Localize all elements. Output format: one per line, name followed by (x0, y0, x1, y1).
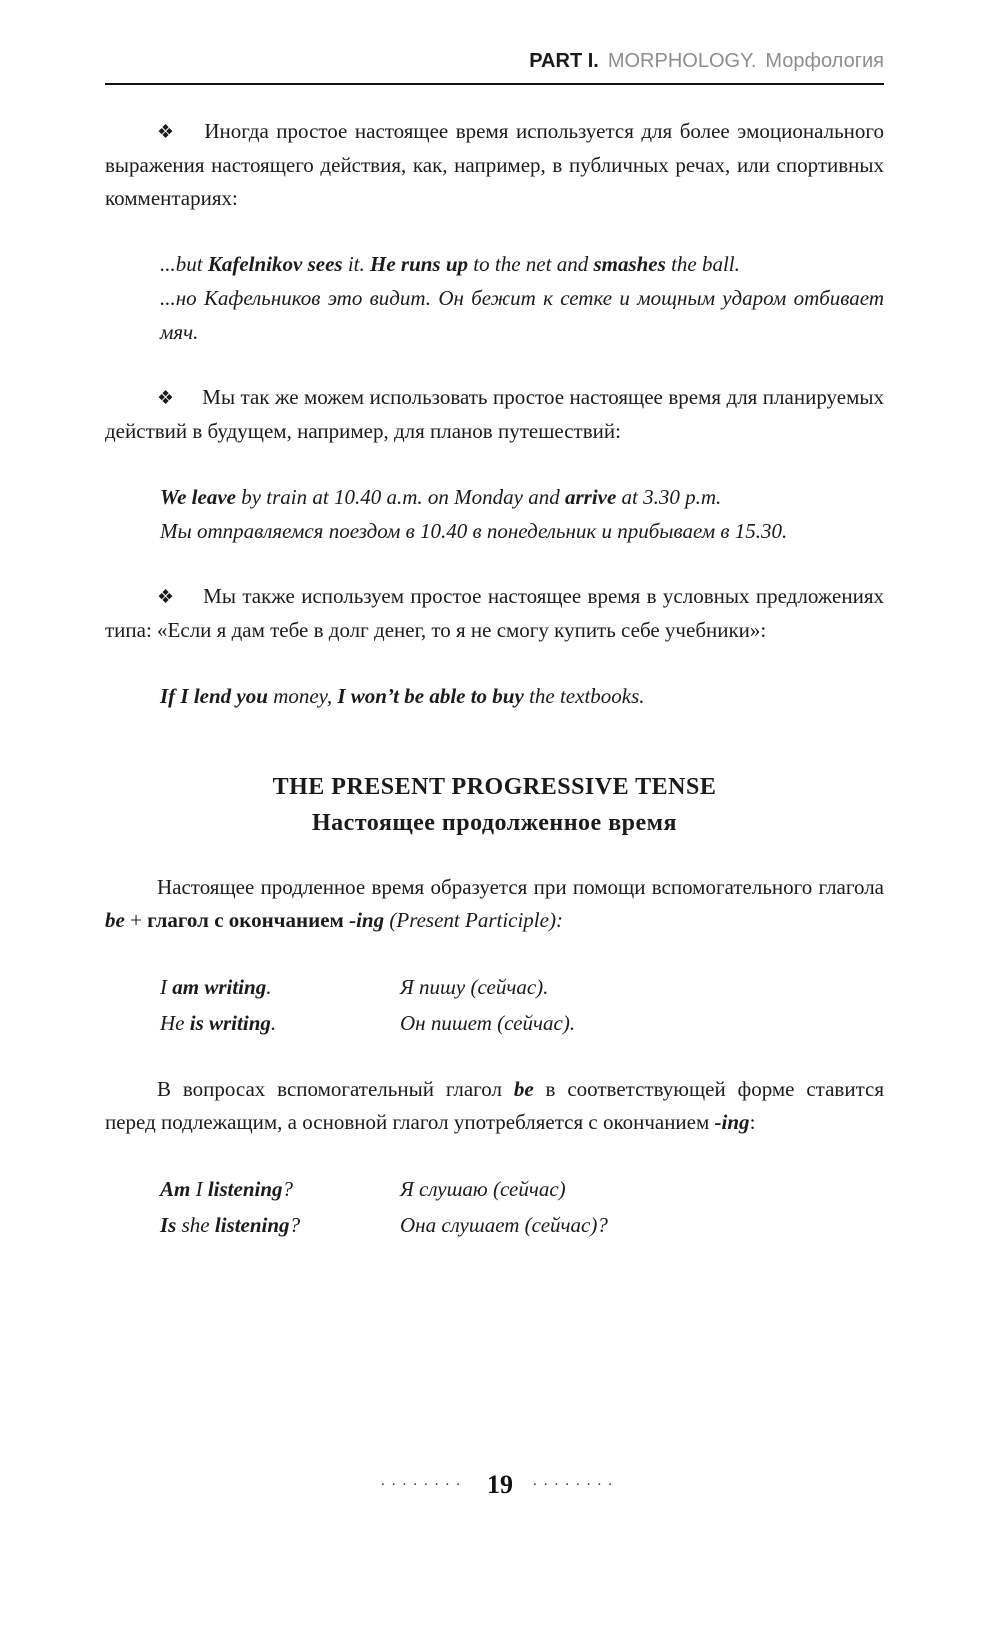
footer-dots-left: ........ (381, 1472, 467, 1489)
section-heading-russian: Настоящее продолженное время (312, 810, 677, 836)
example-russian-translation: Я пишу (сейчас). (400, 975, 549, 999)
paragraph-emotional-usage: ❖ Иногда простое настоящее время используется для более эмоционального выражения настоящего действия, как, например, в публичных речах, или спортивных комментариях: (105, 119, 884, 210)
example-travel (160, 480, 884, 548)
example-russian-translation: ...но Кафельников это видит. Он бежит к сетке и мощным ударом отбивает мяч. (160, 286, 884, 344)
paragraph-future-plans: ❖ Мы так же можем использовать простое настоящее время для планируемых действий в будущем, например, для планов путешествий: (105, 385, 884, 443)
example-russian-translation: Я слушаю (сейчас) (400, 1177, 566, 1201)
example-english-text: We leave by train at 10.40 a.m. on Monday and arrive at 3.30 p.m. (160, 485, 722, 509)
example-russian-translation: Он пишет (сейчас). (400, 1011, 576, 1035)
example-russian-translation: Она слушает (сейчас)? (400, 1213, 608, 1237)
example-english-text: Is she listening? (160, 1213, 301, 1237)
page-footer (0, 1470, 1000, 1500)
example-russian-translation: Мы отправляемся поездом в 10.40 в понедельник и прибываем в 15.30. (160, 519, 788, 543)
footer-dots-right: ........ (533, 1472, 619, 1489)
example-conditional (160, 679, 884, 713)
section-heading-english: THE PRESENT PROGRESSIVE TENSE (272, 774, 717, 800)
paragraph-conditional: ❖ Мы также используем простое настоящее время в условных предложениях типа: «Если я дам тебе в долг денег, то я не смогу купить себе учебники»: (105, 584, 884, 642)
conjugation-examples-statements (160, 969, 884, 1041)
paragraph-progressive-formation: Настоящее продленное время образуется при помощи вспомогательного глагола be + глагол с окончанием -ing (Present Participle): (105, 875, 884, 932)
header-part-label: PART I. (529, 50, 599, 72)
running-header (105, 48, 884, 74)
header-chapter-en: MORPHOLOGY. (607, 50, 757, 72)
section-heading-present-progressive (105, 769, 884, 841)
paragraph-progressive-questions: В вопросах вспомогательный глагол be в соответствующей форме ставится перед подлежащим, а основной глагол употребляется с окончанием -ing: (105, 1077, 884, 1134)
example-row (160, 969, 884, 1005)
header-rule (105, 83, 884, 85)
page-content (105, 48, 884, 1275)
example-english-text: ...but Kafelnikov sees it. He runs up to the net and smashes the ball. (160, 252, 740, 276)
conjugation-examples-questions (160, 1171, 884, 1243)
example-english-text: Am I listening? (160, 1177, 294, 1201)
example-row (160, 1005, 884, 1041)
example-row (160, 1171, 884, 1207)
example-english-text: He is writing. (160, 1011, 277, 1035)
page-number: 19 (487, 1470, 513, 1499)
example-row (160, 1207, 884, 1243)
example-kafelnikov (160, 247, 884, 349)
example-english-text: I am writing. (160, 975, 272, 999)
header-chapter-ru: Морфология (765, 50, 884, 72)
example-english-text: If I lend you money, I won’t be able to buy the textbooks. (160, 684, 645, 708)
